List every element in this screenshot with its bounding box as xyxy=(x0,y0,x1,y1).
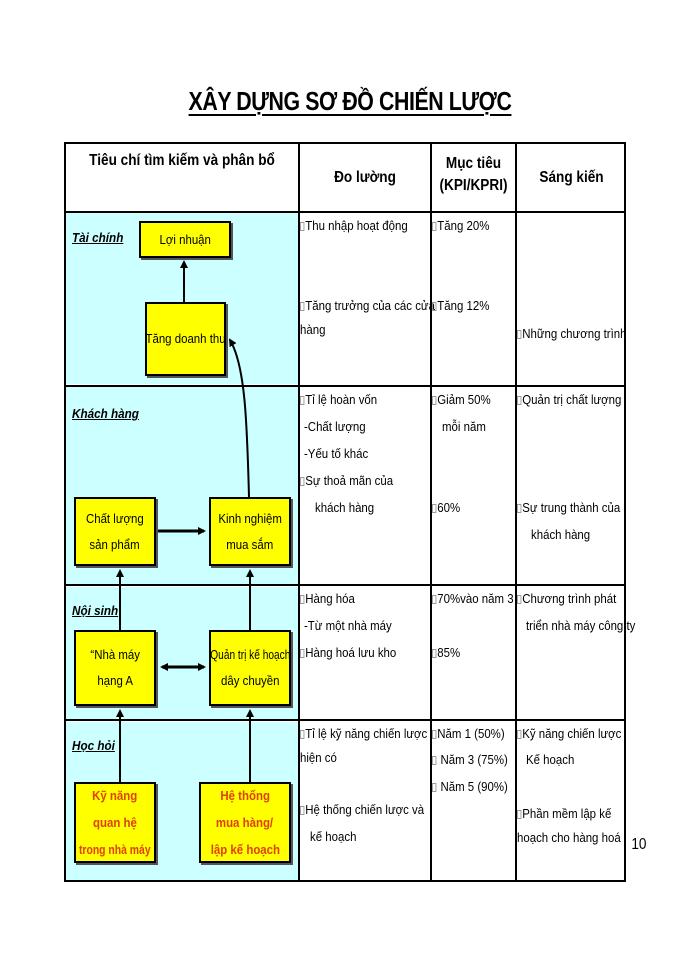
target-text: Năm 3 (75%) xyxy=(440,752,508,767)
bullet-icon xyxy=(300,649,304,658)
measure-text: khách hàng xyxy=(315,500,375,515)
initiative-text: Kế hoạch xyxy=(526,752,575,767)
measure-item xyxy=(310,823,356,850)
measure-text: -Từ một nhà máy xyxy=(304,618,392,633)
bullet-icon xyxy=(300,396,304,405)
measure-text: -Yếu tố khác xyxy=(304,446,369,461)
measure-item xyxy=(315,494,374,521)
target-text: Năm 1 (50%) xyxy=(437,726,505,741)
initiative-item xyxy=(517,824,621,851)
target-text: Giảm 50% xyxy=(437,392,491,407)
box-profit xyxy=(139,221,231,258)
measure-item xyxy=(300,585,355,612)
box-text: Kỹ năng xyxy=(92,788,138,803)
initiative-item xyxy=(517,320,627,347)
measure-text: kế hoạch xyxy=(310,829,357,844)
bullet-icon xyxy=(300,730,304,739)
measure-item xyxy=(304,440,368,467)
header-targets xyxy=(438,153,509,197)
divider xyxy=(298,142,300,882)
target-item xyxy=(432,746,508,773)
target-item xyxy=(432,773,508,800)
box-text: Quản trị kế hoạch xyxy=(209,647,291,662)
header-measures: Đo lường xyxy=(334,169,396,186)
box-grade-a-factory xyxy=(74,630,156,706)
bullet-icon xyxy=(432,595,436,604)
target-text: 60% xyxy=(437,500,461,515)
bullet-icon xyxy=(432,730,436,739)
section-label-learning: Học hỏi xyxy=(72,738,115,753)
target-item xyxy=(432,212,489,239)
initiative-text: hoạch cho hàng hoá xyxy=(517,830,621,845)
box-text: Lợi nhuận xyxy=(159,231,211,247)
measure-text: Hàng hoá lưu kho xyxy=(305,645,397,660)
box-text: mua sắm xyxy=(226,536,274,552)
page-title xyxy=(63,86,637,117)
header-criteria: Tiêu chí tìm kiếm và phân bổ xyxy=(89,152,275,169)
measure-item xyxy=(300,212,408,239)
measure-text: hiện có xyxy=(300,750,337,765)
bullet-icon xyxy=(432,649,436,658)
section-label-customer: Khách hàng xyxy=(72,406,139,421)
header-initiatives: Sáng kiến xyxy=(539,169,604,186)
target-item xyxy=(432,386,491,413)
target-item xyxy=(432,720,505,747)
section-label-internal: Nội sinh xyxy=(72,603,119,618)
bullet-icon xyxy=(300,806,304,815)
box-shopping-experience xyxy=(209,497,291,566)
measure-item xyxy=(300,796,424,823)
initiative-item xyxy=(526,746,574,773)
initiative-item xyxy=(517,585,616,612)
box-text: dây chuyền xyxy=(220,673,280,688)
measure-item xyxy=(300,467,393,494)
measure-item xyxy=(300,744,337,771)
bullet-icon xyxy=(432,783,436,792)
measure-text: Tỉ lệ hoàn vốn xyxy=(305,392,378,407)
measure-text: -Chất lượng xyxy=(304,419,366,434)
box-text: trong nhà máy xyxy=(79,842,151,857)
bullet-icon xyxy=(300,477,304,486)
bullet-icon xyxy=(432,756,436,765)
initiative-text: khách hàng xyxy=(531,527,591,542)
initiative-text: Phần mềm lập kế xyxy=(522,806,612,821)
bullet-icon xyxy=(432,302,436,311)
bullet-icon xyxy=(432,222,436,231)
box-text: Kinh nghiệm xyxy=(218,510,282,526)
measure-item xyxy=(300,720,427,747)
box-text: sản phẩm xyxy=(89,536,141,552)
box-text: lập kế hoạch xyxy=(210,842,280,857)
bullet-icon xyxy=(300,302,304,311)
measure-text: Tăng trưởng của các cửa xyxy=(305,298,435,313)
target-item xyxy=(432,585,514,612)
measure-text: Hệ thống chiến lược và xyxy=(305,802,425,817)
box-line-planning xyxy=(209,630,291,706)
box-purchasing-system xyxy=(199,782,291,863)
box-relationship-skills xyxy=(74,782,156,863)
bullet-icon xyxy=(517,595,521,604)
target-item xyxy=(432,292,489,319)
bullet-icon xyxy=(517,730,521,739)
initiative-item xyxy=(526,612,635,639)
page-number: 10 xyxy=(631,836,647,853)
initiative-item xyxy=(517,386,621,413)
measure-item xyxy=(304,413,366,440)
box-text: Hệ thống xyxy=(220,788,270,803)
bullet-icon xyxy=(517,504,521,513)
measure-text: Thu nhập hoạt động xyxy=(305,218,408,233)
target-text: 85% xyxy=(437,645,461,660)
initiative-text: Những chương trình xyxy=(522,326,627,341)
bullet-icon xyxy=(432,504,436,513)
measure-item xyxy=(300,386,377,413)
target-text: Tăng 20% xyxy=(437,218,490,233)
bullet-icon xyxy=(517,810,521,819)
target-text: mỗi năm xyxy=(442,419,486,434)
bullet-icon xyxy=(517,396,521,405)
box-text: quan hệ xyxy=(93,815,137,830)
target-text: Năm 5 (90%) xyxy=(440,779,508,794)
initiative-text: Kỹ năng chiến lược xyxy=(522,726,622,741)
initiative-item xyxy=(517,800,611,827)
box-text: Chất lượng xyxy=(86,510,144,526)
target-text: 70%vào năm 3 xyxy=(437,591,514,606)
box-revenue-growth xyxy=(145,302,226,376)
initiative-text: Sự trung thành của xyxy=(522,500,621,515)
initiative-text: Quản trị chất lượng xyxy=(522,392,622,407)
target-item xyxy=(442,413,486,440)
target-item xyxy=(432,639,460,666)
measure-text: Hàng hóa xyxy=(305,591,355,606)
header-targets-line1: Mục tiêu xyxy=(445,155,502,172)
box-product-quality xyxy=(74,497,156,566)
box-text: hạng A xyxy=(97,673,133,688)
box-text: mua hàng/ xyxy=(216,815,274,830)
initiative-text: triển nhà máy công ty xyxy=(526,618,636,633)
title-text: XÂY DỰNG SƠ ĐỒ CHIẾN LƯỢC xyxy=(188,86,512,116)
initiative-item xyxy=(517,720,621,747)
bullet-icon xyxy=(300,595,304,604)
box-text: Tăng doanh thu xyxy=(145,331,226,346)
initiative-item xyxy=(517,494,620,521)
measure-item xyxy=(300,292,435,319)
measure-item xyxy=(300,316,325,343)
initiative-text: Chương trình phát xyxy=(522,591,617,606)
bullet-icon xyxy=(300,222,304,231)
measure-text: Sự thoả mãn của xyxy=(305,473,394,488)
initiative-item xyxy=(531,521,590,548)
measure-text: Tỉ lệ kỹ năng chiến lược xyxy=(305,726,428,741)
target-text: Tăng 12% xyxy=(437,298,490,313)
box-text: “Nhà máy xyxy=(90,647,140,662)
measure-item xyxy=(304,612,392,639)
target-item xyxy=(432,494,460,521)
bullet-icon xyxy=(517,330,521,339)
measure-item xyxy=(300,639,396,666)
measure-text: hàng xyxy=(300,322,326,337)
section-label-financial: Tài chính xyxy=(72,230,124,245)
header-targets-line2: (KPI/KPRI) xyxy=(439,177,508,194)
bullet-icon xyxy=(432,396,436,405)
